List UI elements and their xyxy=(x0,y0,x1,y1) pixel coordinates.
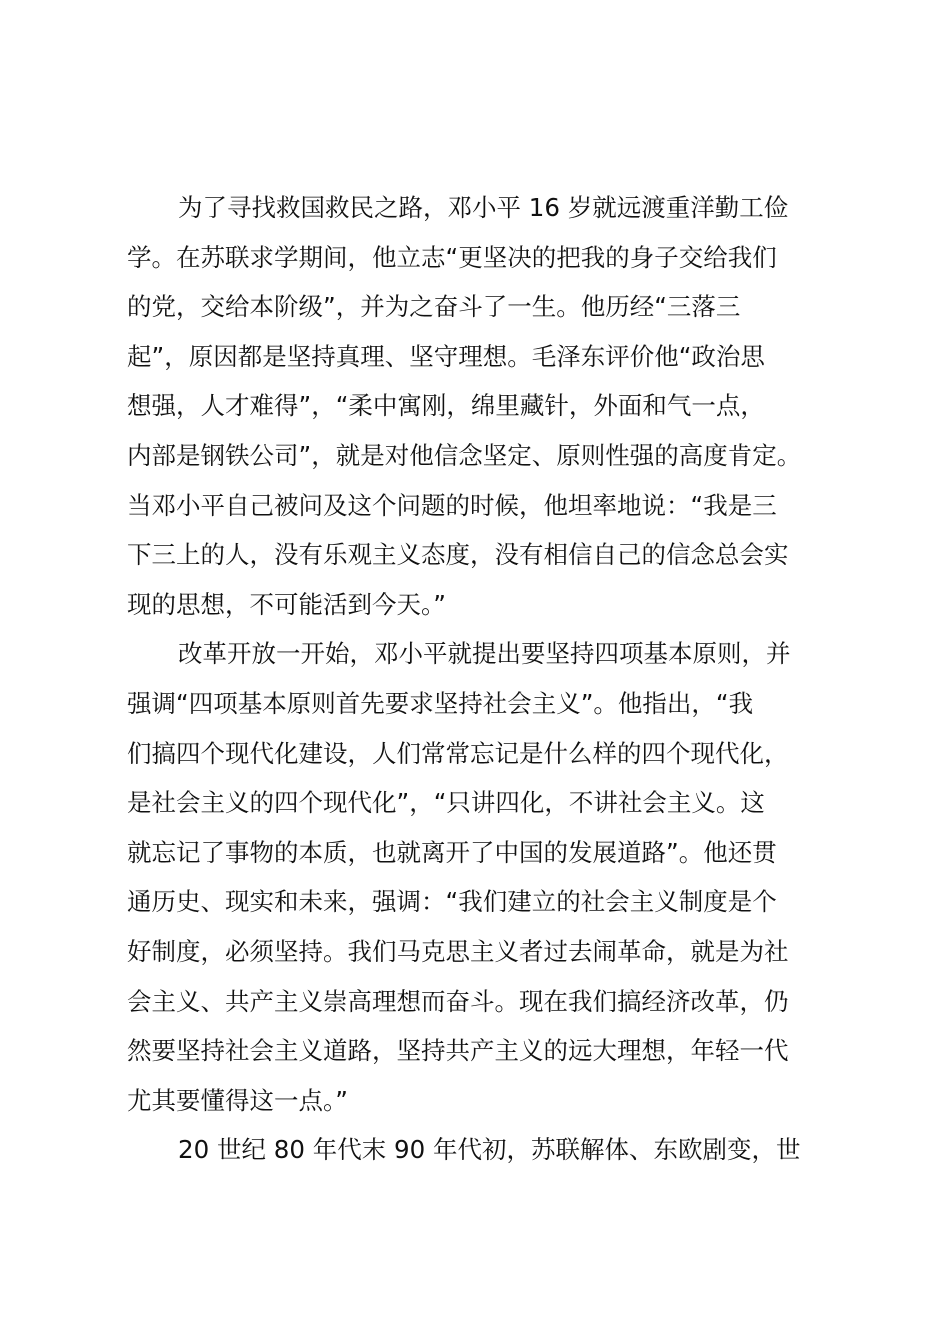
text-line: 就忘记了事物的本质，也就离开了中国的发展道路”。他还贯 xyxy=(127,837,777,867)
text-line: 起”，原因都是坚持真理、坚守理想。毛泽东评价他“政治思 xyxy=(127,341,765,371)
text-line: 好制度，必须坚持。我们马克思主义者过去闹革命，就是为社 xyxy=(127,936,789,966)
text-line: 会主义、共产主义崇高理想而奋斗。现在我们搞经济改革，仍 xyxy=(127,986,789,1016)
text-line: 然要坚持社会主义道路，坚持共产主义的远大理想，年轻一代 xyxy=(127,1036,789,1066)
text-line: 内部是钢铁公司”，就是对他信念坚定、原则性强的高度肯定。 xyxy=(127,440,802,470)
text-line: 想强，人才难得”，“柔中寓刚，绵里藏针，外面和气一点， xyxy=(127,391,765,421)
paragraph-3 xyxy=(127,1125,833,1175)
body-text xyxy=(127,183,833,1175)
text-line: 强调“四项基本原则首先要求坚持社会主义”。他指出，“我 xyxy=(127,688,754,718)
text-line: 改革开放一开始，邓小平就提出要坚持四项基本原则，并 xyxy=(178,639,791,669)
paragraph-2 xyxy=(127,629,833,1125)
text-line: 20 世纪 80 年代末 90 年代初，苏联解体、东欧剧变，世 xyxy=(178,1135,801,1165)
text-line: 尤其要懂得这一点。” xyxy=(127,1085,348,1115)
text-line: 们搞四个现代化建设，人们常常忘记是什么样的四个现代化， xyxy=(127,738,789,768)
text-line: 的党，交给本阶级”，并为之奋斗了一生。他历经“三落三 xyxy=(127,292,741,322)
text-line: 当邓小平自己被问及这个问题的时候，他坦率地说：“我是三 xyxy=(127,490,777,520)
paragraph-1 xyxy=(127,183,833,629)
text-line: 下三上的人，没有乐观主义态度，没有相信自己的信念总会实 xyxy=(127,540,789,570)
text-line: 是社会主义的四个现代化”，“只讲四化，不讲社会主义。这 xyxy=(127,788,765,818)
text-line: 为了寻找救国救民之路，邓小平 16 岁就远渡重洋勤工俭 xyxy=(178,193,789,222)
text-line: 通历史、现实和未来，强调：“我们建立的社会主义制度是个 xyxy=(127,887,777,917)
text-line: 现的思想，不可能活到今天。” xyxy=(127,589,446,619)
text-line: 学。在苏联求学期间，他立志“更坚决的把我的身子交给我们 xyxy=(127,242,777,272)
